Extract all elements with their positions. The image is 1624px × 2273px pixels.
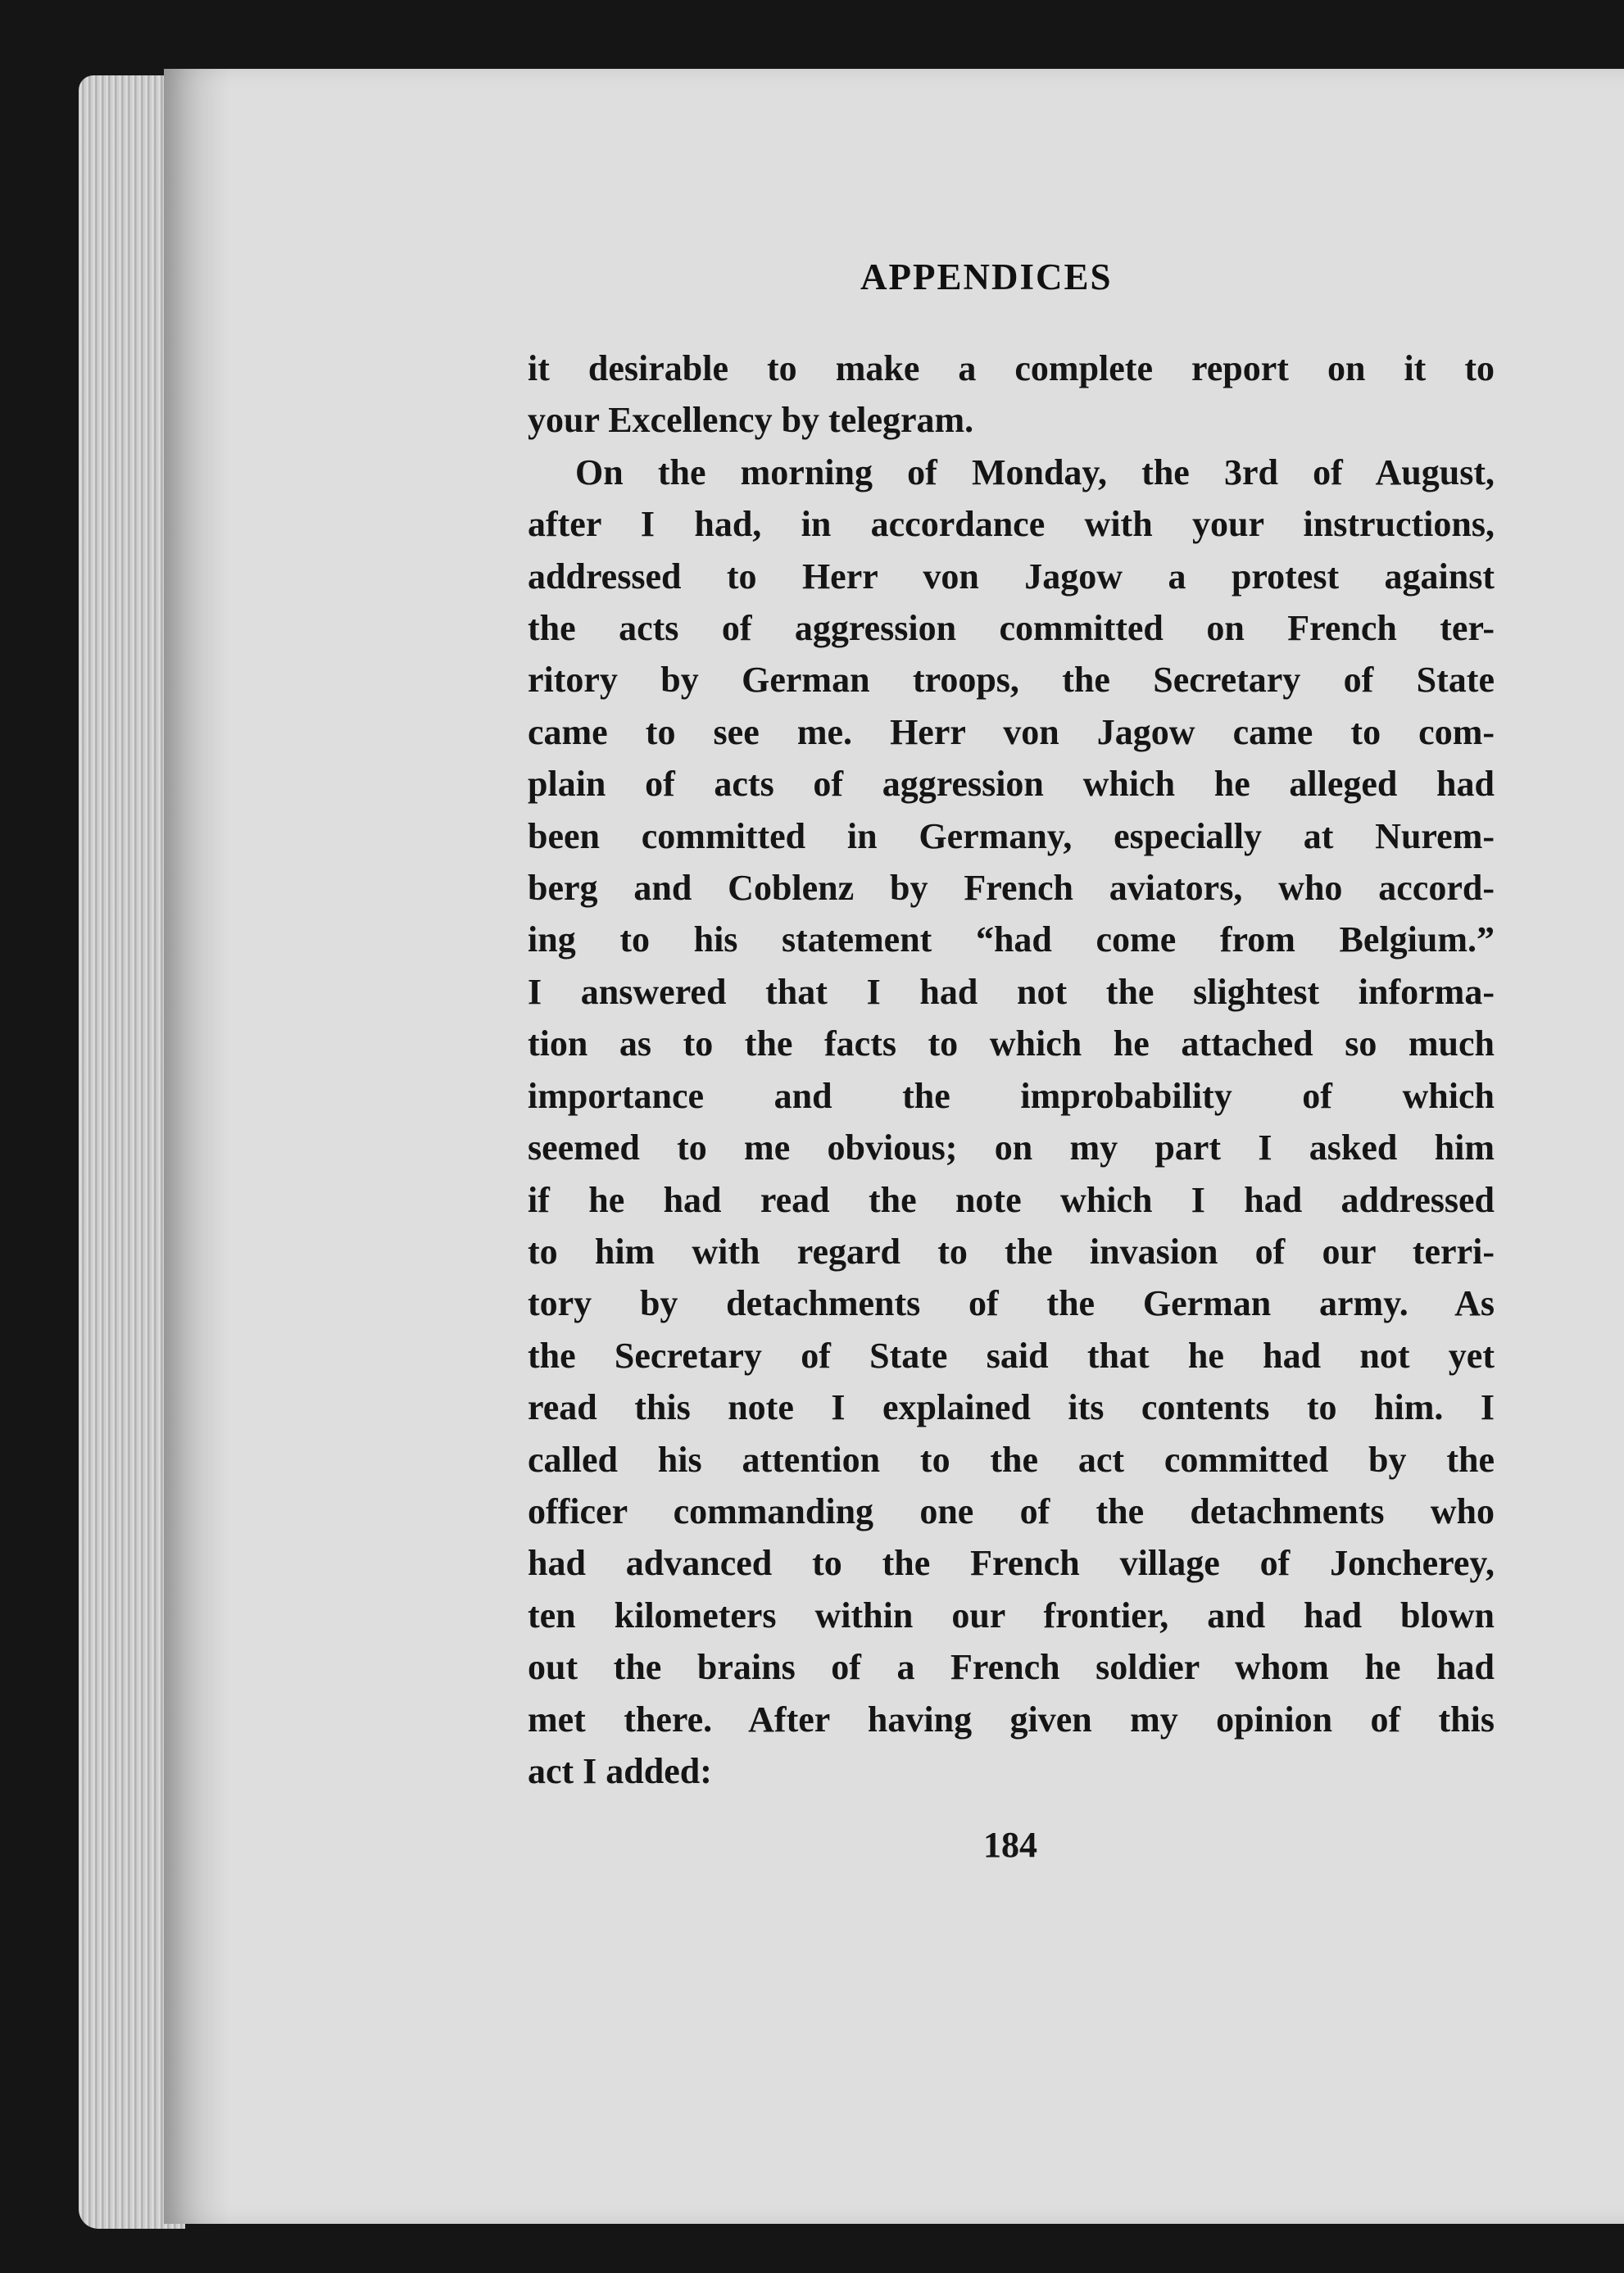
text-line: the Secretary of State said that he had not yet xyxy=(528,1335,1495,1376)
page-number: 184 xyxy=(983,1825,1037,1865)
text-line: ritory by German troops, the Secretary of State xyxy=(528,660,1495,701)
text-line: if he had read the note which I had addressed xyxy=(528,1179,1495,1220)
text-line: act I added: xyxy=(528,1750,712,1791)
text-line: after I had, in accordance with your instructions, xyxy=(528,504,1495,545)
text-line: came to see me. Herr von Jagow came to com- xyxy=(528,711,1495,752)
text-line: seemed to me obvious; on my part I asked him xyxy=(528,1127,1495,1168)
text-line: ten kilometers within our frontier, and had blown xyxy=(528,1595,1495,1636)
text-line: officer commanding one of the detachments who xyxy=(528,1490,1495,1531)
gutter-shadow xyxy=(164,69,229,2224)
text-line: addressed to Herr von Jagow a protest against xyxy=(528,556,1495,597)
text-line: been committed in Germany, especially at Nurem- xyxy=(528,815,1495,856)
text-line: had advanced to the French village of Joncherey, xyxy=(528,1543,1495,1584)
text-line: I answered that I had not the slightest informa- xyxy=(528,971,1495,1012)
text-line: On the morning of Monday, the 3rd of August, xyxy=(575,451,1495,492)
text-line: met there. After having given my opinion of this xyxy=(528,1699,1495,1740)
text-line: tory by detachments of the German army. As xyxy=(528,1283,1495,1324)
text-line: plain of acts of aggression which he alleged had xyxy=(528,764,1495,805)
text-line: out the brains of a French soldier whom he had xyxy=(528,1647,1495,1688)
text-line: to him with regard to the invasion of our terri- xyxy=(528,1231,1495,1272)
text-line: importance and the improbability of which xyxy=(528,1075,1495,1116)
body-text xyxy=(528,343,1495,1797)
text-line: tion as to the facts to which he attached so much xyxy=(528,1023,1495,1064)
text-line: berg and Coblenz by French aviators, who accord- xyxy=(528,868,1495,909)
text-line: the acts of aggression committed on French ter- xyxy=(528,608,1495,649)
text-line: your Excellency by telegram. xyxy=(528,400,974,441)
text-line: read this note I explained its contents to him. I xyxy=(528,1387,1495,1428)
text-line: it desirable to make a complete report on it to xyxy=(528,348,1495,388)
text-line: ing to his statement “had come from Belgium.” xyxy=(528,919,1495,960)
running-head: APPENDICES xyxy=(860,256,1113,297)
text-line: called his attention to the act committed by the xyxy=(528,1439,1495,1480)
